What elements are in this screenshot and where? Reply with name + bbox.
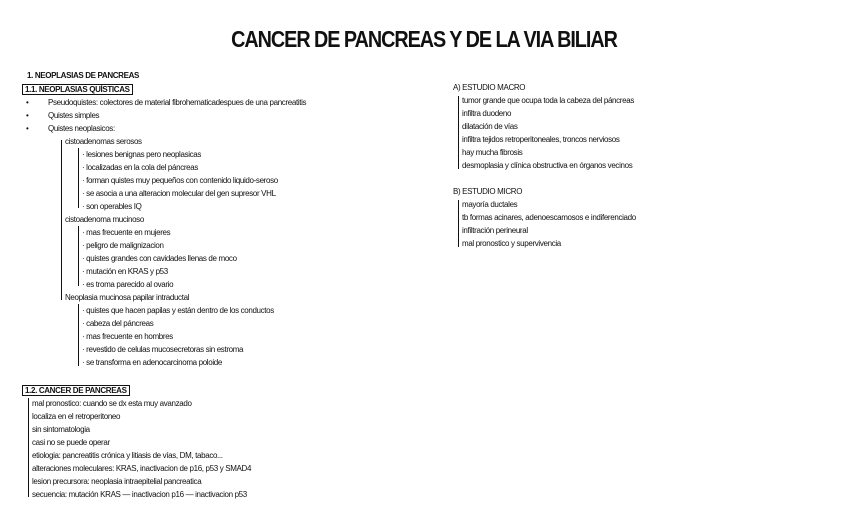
list-item: localiza en el retroperitoneo: [32, 412, 121, 421]
list-item: dilatación de vías: [462, 122, 518, 131]
list-item: · es troma parecido al ovario: [82, 280, 174, 289]
tree-connector: [61, 140, 62, 300]
list-item: Quistes neoplasicos:: [48, 124, 115, 133]
list-item: · quistes grandes con cavidades llenas de moco: [82, 254, 237, 263]
list-item: Pseudoquistes: colectores de material fibrohematicadespues de una pancreatitis: [48, 98, 307, 107]
list-item: · mutación en KRAS y p53: [82, 267, 168, 276]
list-item: · forman quistes muy pequeños con contenido liquido-seroso: [82, 176, 278, 185]
subsection-heading: 1.1. NEOPLASIAS QUÍSTICAS: [22, 84, 133, 95]
list-item: · se transforma en adenocarcinoma poloide: [82, 358, 222, 367]
list-item: Quistes simples: [48, 111, 100, 120]
group-label: Neoplasia mucinosa papilar intraductal: [65, 293, 190, 302]
list-item: · revestido de celulas mucosecretoras sin estroma: [82, 345, 244, 354]
list-item: alteraciones moleculares: KRAS, inactivacion de p16, p53 y SMAD4: [32, 464, 252, 473]
list-item: mal pronostico: cuando se dx esta muy avanzado: [32, 399, 192, 408]
list-item: · lesiones benignas pero neoplasicas: [82, 150, 202, 159]
list-item: · mas frecuente en hombres: [82, 332, 173, 341]
group-label: cistoadenoma mucinoso: [65, 215, 144, 224]
page-title: CANCER DE PANCREAS Y DE LA VIA BILIAR: [231, 26, 617, 52]
tree-connector: [78, 304, 79, 366]
list-item: hay mucha fibrosis: [462, 148, 523, 157]
section-heading: 1. NEOPLASIAS DE PANCREAS: [27, 71, 140, 80]
list-item: infiltra tejidos retroperitoneales, troncos nerviosos: [462, 135, 620, 144]
bullet-icon: •: [26, 124, 29, 133]
subsection-heading: 1.2. CANCER DE PANCREAS: [22, 385, 130, 396]
list-item: tumor grande que ocupa toda la cabeza del páncreas: [462, 96, 634, 105]
macro-heading: A) ESTUDIO MACRO: [453, 83, 526, 92]
list-item: · cabeza del páncreas: [82, 319, 154, 328]
tree-connector: [458, 200, 459, 247]
list-item: infiltración perineural: [462, 226, 528, 235]
list-item: mayoría ductales: [462, 200, 518, 209]
list-item: secuencia: mutación KRAS — inactivacion p16 — inactivacion p53: [32, 490, 247, 499]
list-item: · son operables IQ: [82, 202, 142, 211]
list-item: infiltra duodeno: [462, 109, 512, 118]
bullet-icon: •: [26, 98, 29, 107]
list-item: · mas frecuente en mujeres: [82, 228, 171, 237]
list-item: mal pronostico y supervivencia: [462, 239, 561, 248]
bullet-icon: •: [26, 111, 29, 120]
list-item: lesion precursora: neoplasia intraepitelial pancreatica: [32, 477, 202, 486]
tree-connector: [78, 226, 79, 286]
list-item: tb formas acinares, adenoescamosos e indiferenciado: [462, 213, 636, 222]
list-item: · quistes que hacen papilas y están dentro de los conductos: [82, 306, 274, 315]
list-item: etiologia: pancreatitis crónica y litiasis de vías, DM, tabaco...: [32, 451, 223, 460]
list-item: · peligro de malignizacion: [82, 241, 164, 250]
tree-connector: [458, 96, 459, 169]
list-item: sin sintomatologia: [32, 425, 90, 434]
list-item: casi no se puede operar: [32, 438, 110, 447]
tree-connector: [78, 148, 79, 208]
micro-heading: B) ESTUDIO MICRO: [453, 187, 523, 196]
list-item: desmoplasia y clínica obstructiva en órganos vecinos: [462, 161, 633, 170]
group-label: cistoadenomas serosos: [65, 137, 142, 146]
list-item: · localizadas en la cola del páncreas: [82, 163, 199, 172]
list-item: · se asocia a una alteracion molecular del gen supresor VHL: [82, 189, 276, 198]
tree-connector: [28, 398, 29, 497]
